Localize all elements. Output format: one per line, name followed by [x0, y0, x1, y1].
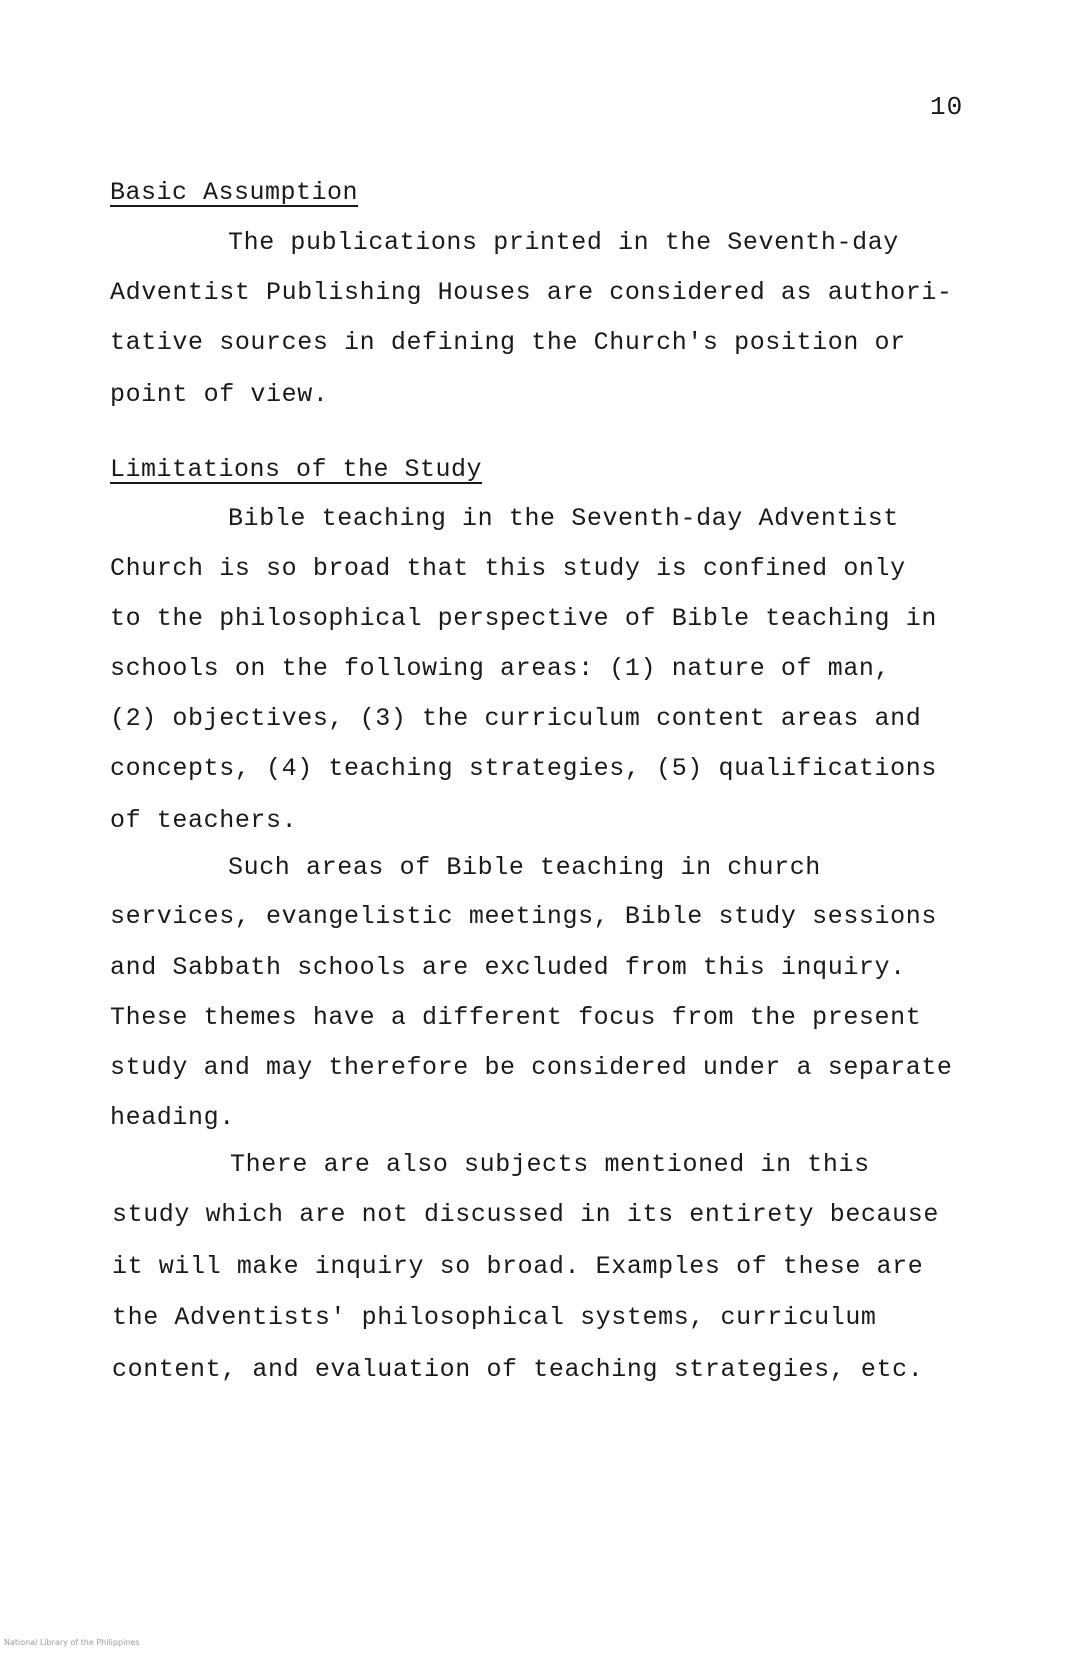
page-number: 10 — [930, 92, 964, 122]
text-line: tative sources in defining the Church's position or — [110, 328, 906, 357]
text-line: Bible teaching in the Seventh-day Adventist — [228, 504, 899, 533]
footer-watermark: National Library of the Philippines — [4, 1638, 140, 1647]
text-line: Church is so broad that this study is confined only — [110, 554, 906, 583]
text-line: Such areas of Bible teaching in church — [228, 853, 821, 882]
text-line: services, evangelistic meetings, Bible study sessions — [110, 902, 937, 931]
text-line: to the philosophical perspective of Bible teaching in — [110, 604, 937, 633]
text-line: study which are not discussed in its entirety because — [112, 1200, 939, 1229]
text-line: concepts, (4) teaching strategies, (5) qualifications — [110, 754, 937, 783]
text-line: the Adventists' philosophical systems, curriculum — [112, 1303, 877, 1332]
text-line: of teachers. — [110, 806, 298, 835]
text-line: it will make inquiry so broad. Examples of these are — [112, 1252, 924, 1281]
text-line: The publications printed in the Seventh-day — [228, 228, 899, 257]
text-line: point of view. — [110, 380, 329, 409]
text-line: There are also subjects mentioned in this — [230, 1150, 870, 1179]
text-line: heading. — [110, 1103, 235, 1132]
text-line: and Sabbath schools are excluded from this inquiry. — [110, 953, 906, 982]
heading-basic-assumption: Basic Assumption — [110, 178, 359, 207]
text-line: (2) objectives, (3) the curriculum content areas and — [110, 704, 922, 733]
heading-limitations: Limitations of the Study — [110, 455, 483, 484]
text-line: study and may therefore be considered under a separate — [110, 1053, 953, 1082]
text-line: Adventist Publishing Houses are considered as authori- — [110, 278, 953, 307]
text-line: content, and evaluation of teaching strategies, etc. — [112, 1355, 924, 1384]
text-line: schools on the following areas: (1) nature of man, — [110, 654, 891, 683]
text-line: These themes have a different focus from the present — [110, 1003, 922, 1032]
